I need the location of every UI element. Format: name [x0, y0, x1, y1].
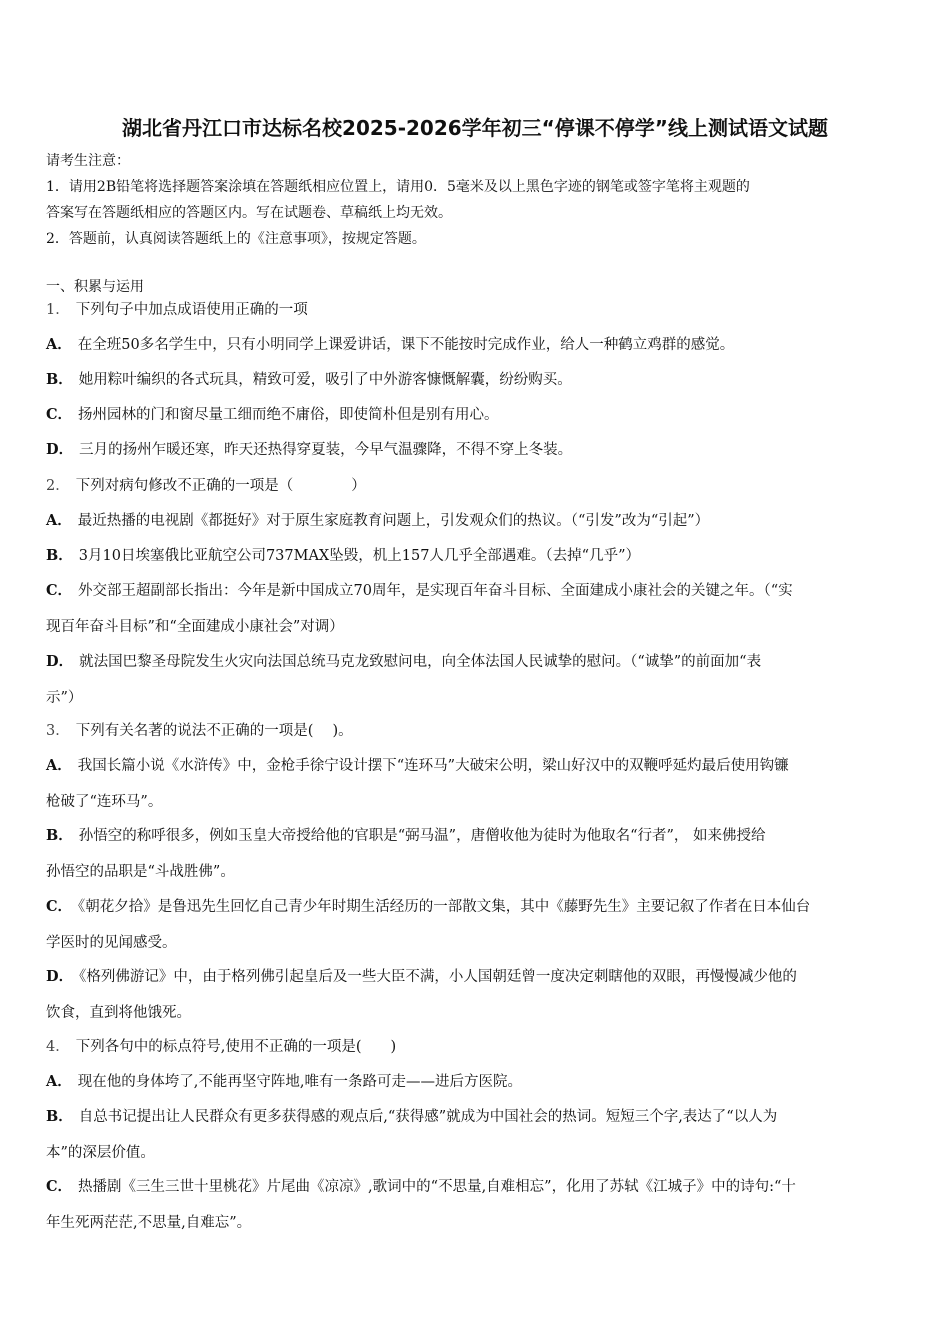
question-3-option-d-continued: 饮食，直到将他饿死。 [46, 1005, 191, 1021]
question-number: 4． [46, 1039, 70, 1055]
question-2-option-d [46, 644, 908, 680]
option-text: 现在他的身体垮了,不能再坚守阵地,唯有一条路可走——进后方医院。 [77, 1074, 522, 1090]
option-text: 孙悟空的称呼很多，例如玉皇大帝授给他的官职是“弼马温”，唐僧收他为徒时为他取名“行者”， 如来佛授给 [78, 828, 766, 844]
notice-heading: 请考生注意： [46, 153, 130, 169]
question-3-option-a-continued: 枪破了“连环马”。 [46, 794, 163, 810]
question-2-option-c-continued: 现百年奋斗目标”和“全面建成小康社会”对调） [46, 619, 344, 635]
option-text: 最近热播的电视剧《都挺好》对于原生家庭教育问题上，引发观众们的热议。（“引发”改为“引起”） [77, 513, 710, 529]
question-3-option-a [46, 748, 908, 784]
option-letter: C． [46, 898, 73, 915]
question-3-stem [46, 713, 908, 749]
option-text: 自总书记提出让人民群众有更多获得感的观点后,“获得感”就成为中国社会的热词。短短三个字,表达了“以人为 [78, 1109, 778, 1125]
question-number: 2． [46, 478, 70, 494]
question-2-option-a [46, 503, 908, 539]
question-number: 1． [46, 302, 70, 318]
question-2-option-c [46, 573, 908, 609]
question-2-stem [46, 468, 908, 504]
question-3-option-c-continued: 学医时的见闻感受。 [46, 935, 177, 951]
option-letter: D． [46, 968, 74, 985]
question-3-option-c [46, 889, 908, 925]
option-text: 就法国巴黎圣母院发生火灾向法国总统马克龙致慰问电，向全体法国人民诚挚的慰问。（“诚挚”的前面加“表 [79, 654, 762, 670]
option-letter: C． [46, 1178, 73, 1195]
question-text: 下列句子中加点成语使用正确的一项 [75, 302, 308, 318]
option-letter: A． [46, 1073, 72, 1090]
question-3-option-b [46, 818, 908, 854]
question-4-stem [46, 1029, 908, 1065]
question-3-option-b-continued: 孙悟空的品职是“斗战胜佛”。 [46, 864, 235, 880]
option-letter: B． [46, 827, 73, 844]
section-heading: 一、积累与运用 [46, 279, 144, 295]
question-2-option-d-continued: 示”） [46, 690, 83, 706]
question-4-option-b-continued: 本”的深层价值。 [46, 1145, 155, 1161]
option-letter: B． [46, 547, 73, 564]
option-letter: A． [46, 512, 72, 529]
notice-item-2: 2．答题前，认真阅读答题纸上的《注意事项》，按规定答题。 [46, 231, 426, 247]
option-letter: C． [46, 582, 73, 599]
option-letter: A． [46, 336, 72, 353]
option-text: 扬州园林的门和窗尽量工细而绝不庸俗，即使简朴但是别有用心。 [78, 407, 499, 423]
option-text: 在全班50多名学生中，只有小明同学上课爱讲话，课下不能按时完成作业，给人一种鹤立鸡群的感觉。 [77, 337, 735, 353]
question-number: 3． [46, 723, 70, 739]
question-4-option-a [46, 1064, 908, 1100]
question-1-option-d [46, 432, 908, 468]
question-1-option-a [46, 327, 908, 363]
page-title: 湖北省丹江口市达标名校2025-2026学年初三“停课不停学”线上测试语文试题 [122, 116, 828, 140]
option-text: 《朝花夕拾》是鲁迅先生回忆自己青少年时期生活经历的一部散文集，其中《藤野先生》主要记叙了作者在日本仙台 [78, 899, 811, 915]
question-1-option-c [46, 397, 908, 433]
option-letter: A． [46, 757, 72, 774]
option-letter: C． [46, 406, 73, 423]
question-1-option-b [46, 362, 908, 398]
option-text: 她用粽叶编织的各式玩具，精致可爱，吸引了中外游客慷慨解囊，纷纷购买。 [78, 372, 572, 388]
notice-item-1-line-1: 1．请用2B铅笔将选择题答案涂填在答题纸相应位置上，请用0．5毫米及以上黑色字迹的钢笔或签字笔将主观题的 [46, 179, 750, 195]
question-text: 下列有关名著的说法不正确的一项是( )。 [75, 723, 353, 739]
question-text: 下列各句中的标点符号,使用不正确的一项是( ) [75, 1039, 397, 1055]
option-letter: D． [46, 441, 74, 458]
question-4-option-c [46, 1169, 908, 1205]
option-text: 《格列佛游记》中，由于格列佛引起皇后及一些大臣不满，小人国朝廷曾一度决定刺瞎他的双眼，再慢慢减少他的 [79, 969, 797, 985]
question-4-option-b [46, 1099, 908, 1135]
option-letter: D． [46, 653, 74, 670]
option-letter: B． [46, 1108, 73, 1125]
question-4-option-c-continued: 年生死两茫茫,不思量,自难忘”。 [46, 1215, 252, 1231]
notice-item-1-line-2: 答案写在答题纸相应的答题区内。写在试题卷、草稿纸上均无效。 [46, 205, 452, 221]
option-letter: B． [46, 371, 73, 388]
option-text: 外交部王超副部长指出：今年是新中国成立70周年，是实现百年奋斗目标、全面建成小康社会的关键之年。（“实 [78, 583, 793, 599]
question-text: 下列对病句修改不正确的一项是（ ） [75, 478, 366, 494]
option-text: 热播剧《三生三世十里桃花》片尾曲《凉凉》,歌词中的“不思量,自难相忘”，化用了苏轼《江城子》中的诗句:“十 [78, 1179, 796, 1195]
option-text: 我国长篇小说《水浒传》中，金枪手徐宁设计摆下“连环马”大破宋公明，梁山好汉中的双鞭呼延灼最后使用钩镰 [77, 758, 789, 774]
question-2-option-b [46, 538, 908, 574]
option-text: 3月10日埃塞俄比亚航空公司737MAX坠毁，机上157人几乎全部遇难。（去掉“几乎”） [78, 548, 641, 564]
option-text: 三月的扬州乍暖还寒，昨天还热得穿夏装，今早气温骤降，不得不穿上冬装。 [79, 442, 573, 458]
question-1-stem [46, 292, 908, 328]
question-3-option-d [46, 959, 908, 995]
